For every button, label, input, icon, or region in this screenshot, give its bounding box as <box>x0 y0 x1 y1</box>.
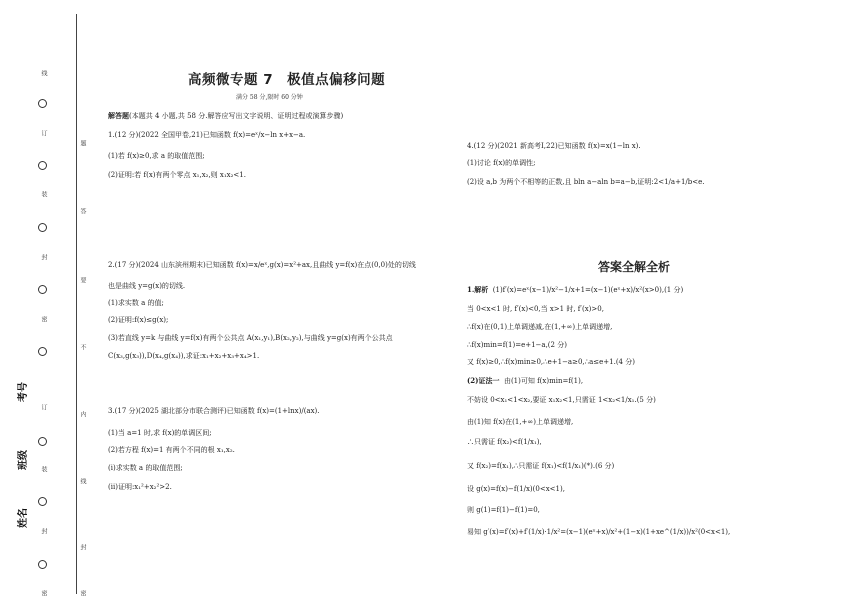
binding-char: 密 <box>40 316 47 322</box>
question-1-stem: 1.(12 分)(2022 全国甲卷,21)已知函数 f(x)=eˣ/x−ln x+x−a. <box>108 131 306 139</box>
section-instructions: (本题共 4 小题,共 58 分.解答应写出文字说明、证明过程或演算步骤) <box>129 112 344 120</box>
binding-side-char: 答 <box>79 208 86 214</box>
binding-hole <box>38 223 47 232</box>
question-3-part-2-ii: (ii)证明:x₁²+x₂²>2. <box>108 483 172 491</box>
binding-char: 装 <box>40 466 47 472</box>
binding-hole <box>38 497 47 506</box>
answer-line: 由(1)知 f(x)在(1,+∞)上单调递增, <box>467 418 574 426</box>
binding-hole <box>38 437 47 446</box>
answer-line: 当 0<x<1 时, f′(x)<0,当 x>1 时, f′(x)>0, <box>467 305 604 313</box>
answer-line: 易知 g′(x)=f′(x)+f′(1/x)·1/x²=(x−1)(eˣ+x)/x²+(1−x)(1+xe^(1/x))/x²(0<x<1), <box>467 528 731 536</box>
question-4-part-1: (1)讨论 f(x)的单调性; <box>467 159 536 167</box>
binding-side-char: 密 <box>79 590 86 596</box>
question-2-part-3: (3)若直线 y=k 与曲线 y=f(x)有两个公共点 A(x₁,y₁),B(x₂,y₂),与曲线 y=g(x)有两个公共点 <box>108 334 393 342</box>
answer-line: ∴f(x)在(0,1)上单调递减,在(1,+∞)上单调递增, <box>467 323 613 331</box>
binding-side-char: 内 <box>79 411 86 417</box>
answer-line: 设 g(x)=f(x)−f(1/x)(0<x<1), <box>467 485 565 493</box>
question-2-part-2: (2)证明:f(x)≤g(x); <box>108 316 169 324</box>
answer-line: 则 g(1)=f(1)−f(1)=0, <box>467 506 540 514</box>
answer-line: ∴f(x)min=f(1)=e+1−a,(2 分) <box>467 341 567 349</box>
binding-char: 订 <box>40 130 47 136</box>
section-intro <box>108 111 343 121</box>
question-4-part-2: (2)设 a,b 为两个不相等的正数,且 bln a−aln b=a−b,证明:2<1/a+1/b<e. <box>467 178 705 186</box>
answer-line: 又 f(x)≥0,∴f(x)min≥0,∴e+1−a≥0,∴a≤e+1.(4 分) <box>467 358 635 366</box>
binding-side-char: 题 <box>79 140 86 146</box>
question-3-part-1: (1)当 a=1 时,求 f(x)的单调区间; <box>108 429 212 437</box>
question-3-stem: 3.(17 分)(2025 湖北部分市联合测评)已知函数 f(x)=(1+lnx)/(ax). <box>108 407 320 415</box>
answer-line: 不妨设 0<x₁<1<x₂,要证 x₁x₂<1,只需证 1<x₂<1/x₁.(5 分) <box>467 396 656 404</box>
question-3-part-2: (2)若方程 f(x)=1 有两个不同的根 x₁,x₂. <box>108 446 235 454</box>
binding-char: 装 <box>40 191 47 197</box>
binding-char: 封 <box>40 254 47 260</box>
page-subtitle: 满分 58 分,限时 60 分钟 <box>236 94 303 101</box>
answer-section-title: 答案全解全析 <box>598 260 671 274</box>
page-title: 高频微专题 7 极值点偏移问题 <box>188 72 386 88</box>
binding-char: 线 <box>40 70 47 76</box>
question-1-part-2: (2)证明:若 f(x)有两个零点 x₁,x₂,则 x₁x₂<1. <box>108 171 246 179</box>
binding-char: 封 <box>40 528 47 534</box>
answer-label: 1.解析 <box>467 285 489 294</box>
binding-hole <box>38 161 47 170</box>
class-label: 班级 <box>18 450 29 470</box>
question-2-stem-cont: 也是曲线 y=g(x)的切线. <box>108 282 186 290</box>
question-2-part-1: (1)求实数 a 的值; <box>108 299 164 307</box>
binding-side-char: 要 <box>79 277 86 283</box>
answer-line: 又 f(x₂)=f(x₁),∴只需证 f(x₁)<f(1/x₁)(*).(6 分) <box>467 462 615 470</box>
section-label: 解答题 <box>108 111 129 120</box>
question-1-part-1: (1)若 f(x)≥0,求 a 的取值范围; <box>108 152 205 160</box>
binding-side-char: 不 <box>79 344 86 350</box>
question-4-stem: 4.(12 分)(2021 新高考Ⅰ,22)已知函数 f(x)=x(1−ln x). <box>467 142 641 150</box>
answer-line <box>467 376 583 386</box>
answer-text: 由(1)可知 f(x)min=f(1), <box>503 377 584 385</box>
question-3-part-2-i: (i)求实数 a 的取值范围; <box>108 464 183 472</box>
question-2-stem: 2.(17 分)(2024 山东滨州期末)已知函数 f(x)=x/eˣ,g(x)=x²+ax,且曲线 y=f(x)在点(0,0)处的切线 <box>108 261 416 269</box>
binding-hole <box>38 347 47 356</box>
answer-line: ∴只需证 f(x₂)<f(1/x₁), <box>467 438 542 446</box>
answer-line <box>467 285 683 295</box>
binding-hole <box>38 99 47 108</box>
name-label: 姓名 <box>18 508 29 528</box>
binding-hole <box>38 560 47 569</box>
binding-char: 订 <box>40 404 47 410</box>
answer-text: (1)f′(x)=eˣ(x−1)/x²−1/x+1=(x−1)(eˣ+x)/x²(x>0),(1 分) <box>492 286 684 294</box>
binding-side-char: 封 <box>79 544 86 550</box>
proof-label: (2)证法一 <box>467 376 500 385</box>
binding-hole <box>38 285 47 294</box>
question-2-part-3-cont: C(x₃,g(x₃)),D(x₄,g(x₄)),求证:x₁+x₂+x₃+x₄>1. <box>108 352 260 360</box>
student-id-label: 考号 <box>18 382 29 402</box>
binding-line <box>76 14 77 594</box>
binding-char: 密 <box>40 590 47 596</box>
binding-side-char: 线 <box>79 478 86 484</box>
